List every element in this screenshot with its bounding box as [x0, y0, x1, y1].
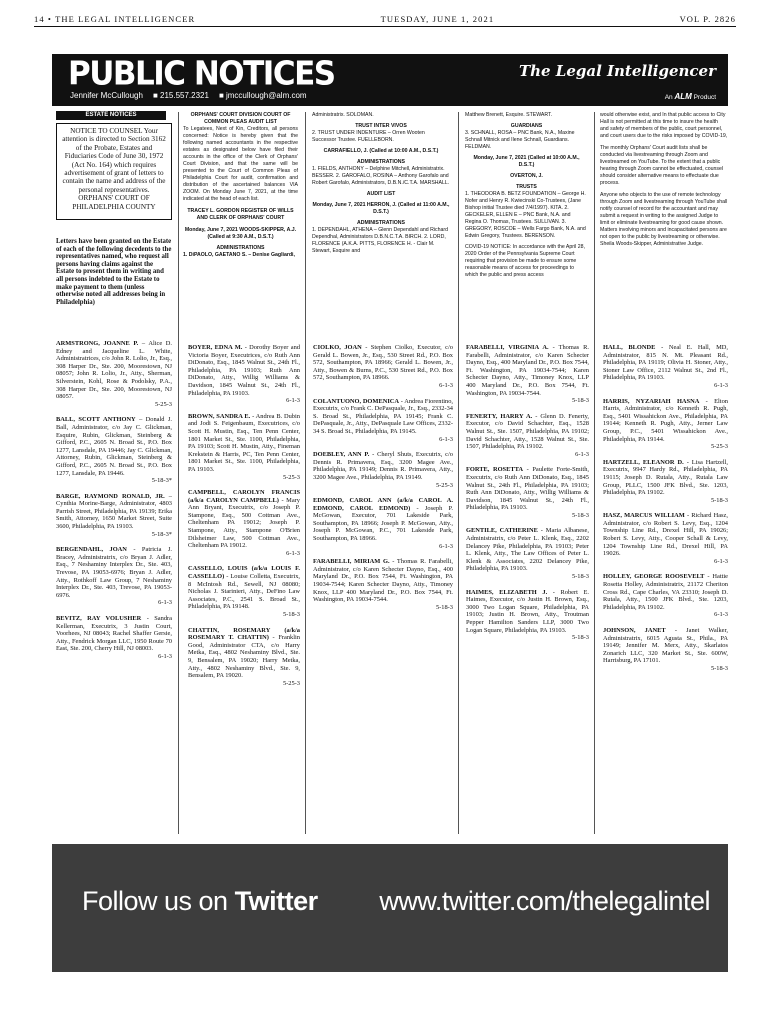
estate-notice-entry — [466, 589, 589, 642]
estate-notice-entry — [466, 413, 589, 459]
audit-item: 1. FIELDS, ANTHONY – Delphine Mitchell, Administratrix. BESSER. 2. GAROFALO, ROSINA – Anthony Garofalo and Robert Garofalo, Administrators, D.B.N./C.T.A. MARSHALL. — [312, 166, 450, 186]
section-heading: ADMINISTRATIONS — [356, 220, 406, 226]
audit-session: CARRAFIELLO, J. (Called at 10:00 A.M., D.S.T.) — [323, 148, 439, 154]
audit-heading: ORPHANS' COURT DIVISION COURT OF COMMON PLEAS AUDIT LIST — [190, 112, 291, 125]
estate-column-4 — [466, 344, 589, 650]
estate-notice-entry — [466, 344, 589, 405]
notice-body: - Neal E. Hall, MD, Administrator, 815 N. Mt. Pleasant Rd., Philadelphia, PA 19119; Olivia H. Stoner, Atty., Stoner Law Office, 2112 Walnut St., 2nd Fl., Philadelphia, PA 19103. — [603, 344, 728, 382]
publication-dates: 5-18-3* — [151, 477, 172, 485]
decedent-name: HARTZELL, ELEANOR D. — [603, 458, 684, 466]
estate-notice-entry — [56, 416, 172, 484]
header-volume: VOL P. 2826 — [679, 14, 736, 24]
section-heading: TRUSTS — [516, 184, 537, 190]
estate-notice-entry — [188, 489, 300, 557]
notice-body: - Robert E. Haimes, Executor, c/o Justin H. Brown, Esq., 3000 Two Logan Square, Philadelphia, PA 19103; Justin H. Brown, Atty., Troutman Pepper Hamilton Sanders LLP, 3000 Two Logan Square, Philadelphia, PA 19103. — [466, 588, 590, 634]
publication-dates: 6-1-3 — [714, 611, 728, 619]
publication-dates: 6-1-3 — [158, 599, 172, 607]
decedent-name: BERGENDAHL, JOAN — [56, 546, 127, 554]
section-heading: TRUST INTER VIVOS — [355, 123, 407, 129]
estate-notice-entry — [313, 398, 453, 444]
decedent-name: EDMOND, CAROL ANN (a/k/a CAROL A. EDMOND, CAROL EDMOND) — [313, 497, 453, 512]
notice-body: - Stephen Ciolko, Executor, c/o Gerald L. Bowen, Jr., Esq., 530 Street Rd., P.O. Box 572, Southampton, PA 18966; Gerald L. Bowen, Jr., Atty., Bowen & Burns, P.C., 530 Street Rd., P.O. Box 572, Southampton, PA 18966. — [313, 344, 453, 382]
notice-body: - Janet Walker, Administratrix, 6015 Agusta St., Phila., PA 19149; Jennifer M. Merx, Atty., Skarlatos Zonarich LLC, 320 Market St., Ste. 600W, Harrisburg, PA 17101. — [603, 627, 728, 665]
publication-dates: 6-1-3 — [286, 397, 300, 405]
publication-dates: 6-1-3 — [158, 652, 172, 660]
estate-column-3 — [313, 344, 453, 619]
publication-dates: 5-18-3 — [710, 496, 728, 504]
decedent-name: GENTILE, CATHERINE — [466, 527, 538, 535]
decedent-name: JOHNSON, JANET — [603, 627, 666, 634]
publication-dates: 6-1-3 — [439, 435, 453, 443]
decedent-name: CHATTIN, ROSEMARY (a/k/a ROSEMARY T. CHATTIN) — [188, 626, 300, 642]
decedent-name: FARABELLI, VIRGINIA A. — [466, 344, 549, 351]
notice-body: – Alice D. Edney and Jacqueline L. White, Administratrices, c/o John R. Lolio, Jr., Esq., 308 Harper Dr., Ste. 200, Moorestown, NJ 08057; John R. Lolio, Jr., Atty., Sherman, Silverstein, Kohl, Rose & Podolsky, P.A., 308 Harper Dr., Ste. 200, Moorestown, NJ 08057. — [56, 340, 173, 401]
column-divider — [458, 112, 459, 834]
audit-column-3 — [465, 112, 588, 340]
notice-body: - Hattie Rosetta Holley, Administratrix, 21172 Cheriton Cross Rd., Cape Charles, VA 23310; Joseph D. Rutala, Atty., 1500 JFK Blvd., Ste. 1203, Philadelphia, PA 19102. — [603, 573, 728, 611]
notice-body: – Donald J. Ball, Administrator, c/o Jay C. Glickman, Esquire, Rubin, Glickman, Steinberg & Gifford, P.C., 2605 N. Broad St., P.O. Box 1277, Lansdale, PA 19446; Jay C. Glickman, Attorney, Rubin, Glickman, Steinberg & Gifford, P.C., 2605 N. Broad St., P.O. Box 1277, Lansdale, PA 19446. — [56, 416, 172, 477]
decedent-name: BOYER, EDNA M. — [188, 344, 243, 351]
publication-dates: 6-1-3 — [575, 450, 589, 458]
publication-dates: 5-25-3 — [282, 473, 300, 481]
publication-dates: 6-1-3 — [439, 381, 453, 389]
publication-dates: 5-25-3 — [710, 443, 728, 451]
publication-dates: 6-1-3 — [286, 549, 300, 557]
estate-column-5 — [603, 344, 728, 681]
audit-session: OVERTON, J. — [510, 173, 543, 179]
notice-body: - Andrea B. Dubin and Jodi S. Feigenbaum, Executrices, c/o Scott H. Mustin, Esq., Ten Penn Center, 1801 Market St., Ste. 1100, Philadelphia, PA 19103; Scott H. Mustin, Atty., Fineman Krekstein & Harris, PC, Ten Penn Center, 1801 Market St., Ste. 1100, Philadelphia, PA 19103. — [188, 412, 300, 473]
estate-notice-entry — [313, 344, 453, 390]
decedent-name: HASZ, MARCUS WILLIAM — [603, 512, 685, 520]
estate-notice-entry — [56, 546, 172, 607]
header-date: TUESDAY, JUNE 1, 2021 — [380, 14, 495, 24]
publication-dates: 6-1-3 — [439, 542, 453, 550]
audit-column-4 — [600, 112, 728, 340]
notice-body: - Elton Harris, Administrator, c/o Kenneth R. Pugh, Esq., 5401 Wissahickon Ave., Philadelphia, PA 19144; Kenneth R. Pugh, Atty., Jerner Law Group, P.C., 5401 Wissahickon Ave., Philadelphia, PA 19144. — [603, 397, 728, 443]
notice-body: – Cynthia Morine-Barge, Administrator, 4803 Parrish Street, Philadelphia, PA 19139; Erika Smith, Attorney, 1650 Market Street, Suite 3600, Philadelphia, PA 19103. — [56, 492, 172, 531]
estate-notice-entry — [603, 398, 728, 451]
publication-dates: 5-18-3 — [435, 603, 453, 611]
estate-notices-label: ESTATE NOTICES — [56, 111, 166, 120]
audit-item: 2. TRUST UNDER INDENTURE – Orren Wooten Successor Trustee. FUELLEBORN. — [312, 130, 425, 143]
audit-item: 1. DiPAOLO, GAETANO S. – Denise Gagliardi, — [183, 252, 295, 258]
audit-item: Administratrix. SOLOMAN. — [312, 112, 374, 118]
estate-notice-entry — [603, 344, 728, 390]
decedent-name: BROWN, SANDRA E. — [188, 412, 251, 420]
header-rule — [34, 26, 736, 27]
estate-notice-entry — [466, 466, 589, 519]
notice-body: - Sandra Kellerman, Executrix, 3 Justin Court, Voorhees, NJ 08043; Rachel Shaffer Gersie, Atty., Fendrick Morgan LLC, 1950 Route 70 East, Ste. 200, Cherry Hill, NJ 08003. — [56, 615, 172, 653]
notice-body: - Glenn D. Fenerty, Executor, c/o David Schachter, Esq., 1528 Walnut St., Ste. 1507, Philadelphia, PA 19102; David Schachter, Atty., 1528 Walnut St., Ste. 1507, Philadelphia, PA 19102. — [466, 412, 589, 451]
estate-notice-entry — [188, 627, 300, 688]
publication-dates: 6-1-3 — [714, 381, 728, 389]
twitter-follow-text: Follow us on Twitter — [82, 886, 318, 916]
notice-body: - Joseph P. McGowan, Executor, 701 Lakeside Park, Southampton, PA 18966; Joseph P. McGowan, Atty., Joseph P. McGowan, P.C., 701 Lakeside Park, Southampton, PA 18966. — [313, 504, 453, 543]
banner-title: PUBLIC NOTICES — [68, 55, 335, 93]
column-divider — [305, 112, 306, 834]
estate-notice-entry — [188, 565, 300, 618]
notice-body: - Paulette Forte-Smith, Executrix, c/o Ruth Ann DiDonato, Esq., 1845 Walnut St., 24th Fl., Philadelphia, PA 19103; Ruth Ann DiDonato, Atty., Willig Williams & Davidson, 1845 Walnut St., 24th Fl., Philadelphia, PA 19103. — [466, 466, 589, 512]
estate-notice-entry — [188, 413, 300, 481]
decedent-name: COLANTUONO, DOMENICA — [313, 397, 400, 405]
estate-notice-entry — [313, 558, 453, 611]
alm-logo: ALM — [674, 92, 692, 101]
column-divider — [178, 112, 179, 834]
decedent-name: ARMSTRONG, JOANNE P. — [56, 340, 139, 347]
publication-dates: 5-25-3 — [282, 679, 300, 687]
audit-notice-text: To Legatees, Next of Kin, Creditors, all persons concerned: Notice is hereby given that the following named accountants in the respective estates as designated below have filed their accounts in the office of the Clerk of Orphans' Court Division, and that the same will be presented to the Court of Common Pleas of Philadelphia Court for audit, confirmation and distribution of the ascertained balances VIA ZOOM. On Monday June 7, 2021, at the time indicated at the head of each list. — [183, 126, 298, 202]
notice-body: - Franklin Good, Administrator CTA, c/o Harry Metka, Esq., 4802 Neshaminy Blvd., Ste. 9, Bensalem, PA 19020; Harry Metka, Atty., 4802 Neshaminy Blvd., Ste. 9, Bensalem, PA 19020. — [188, 634, 300, 680]
estate-notice-entry — [56, 493, 172, 539]
running-header — [34, 14, 736, 24]
publication-dates: 5-18-3 — [571, 511, 589, 519]
twitter-promo-banner[interactable] — [52, 844, 728, 972]
estate-notice-entry — [603, 459, 728, 505]
decedent-name: HALL, BLONDE — [603, 344, 656, 351]
publication-dates: 5-18-3 — [282, 611, 300, 618]
notice-body: - Louise Colletta, Executrix, 8 McIntosh Rd., Sewell, NJ 08080; Nicholas J. Starinieri, Atty., DeFino Law Associates, P.C., 2541 S. Broad St., Philadelphia, PA 19148. — [188, 573, 300, 611]
public-notices-banner — [52, 54, 728, 106]
decedent-name: BALL, SCOTT ANTHONY — [56, 416, 136, 424]
header-page-paper: 14 • THE LEGAL INTELLIGENCER — [34, 14, 196, 24]
audit-item: 1. DEPENDAHL, ATHENA – Glenn Dependahl and Richard Dependhal, Administrators D.B.N.C.T.A. BIRCH. 2. LORD, FLORENCE (A.K.A. PITTS, FLORENCE H. - Clair M. Stewart, Esquire and — [312, 227, 448, 254]
estate-notice-entry — [313, 497, 453, 550]
decedent-name: CIOLKO, JOAN — [313, 344, 362, 351]
section-heading: AUDIT LIST — [366, 191, 396, 197]
section-heading: ADMINISTRATIONS — [356, 159, 406, 165]
estate-notice-entry — [56, 340, 172, 408]
decedent-name: DOEBLEY, ANN P. — [313, 451, 370, 459]
decedent-name: CAMPBELL, CAROLYN FRANCIS (a/k/a CAROLYN CAMPBELL) — [188, 489, 300, 504]
notice-body: - Andrea Fiorentino, Executrix, c/o Frank C. DePasquale, Jr., Esq., 2332-34 S. Broad St., Philadelphia, PA 19145; Frank C. DePasquale, Jr., Atty., DePasquale Law Offices, 2332-34 S. Broad St., Philadelphia, PA 19145. — [313, 397, 453, 435]
notice-body: - Dorothy Boyer and Victoria Boyer, Executrices, c/o Ruth Ann DiDonato, Esq., 1845 Walnut St., 24th Fl., Philadelphia, PA 19103; Ruth Ann DiDonato, Atty., Willig Williams & Davidson, 1845 Walnut St., 24th Fl., Philadelphia, PA 19103. — [188, 344, 300, 397]
notice-body: - Mary Ann Bryant, Executrix, c/o Joseph P. Stampone, Esq., 500 Cottman Ave., Cheltenham PA 19012; Joseph P. Stampone, Atty., Stampone O'Brien Dilsheimer Law, 500 Cottman Ave., Cheltenham PA 19012. — [188, 496, 300, 550]
publication-dates: 5-18-3 — [571, 573, 589, 581]
decedent-name: BEVITZ, RAY VOLUSHER — [56, 615, 142, 622]
audit-item: 1. THEODORA B. BETZ FOUNDATION – George H. Nofer and Henry R. Kwiecinski Co-Trustees, (Jane Bishop initial Trustee died 7/4/1997). KITA. 2. GECKELER, ELLEN E – PNC Bank, N.A. and Regina O. Thomas, Trustees. SULLIVAN. 3. GREGORY, ROSCOE – Wells Fargo Bank, N.A. and Edwin Gregory, Trustees. BERENSON. — [465, 191, 586, 239]
decedent-name: FARABELLI, MIRIAM G. — [313, 558, 390, 566]
publication-dates: 5-18-3 — [710, 664, 728, 672]
estate-column-1 — [56, 340, 172, 669]
notice-body: - Cheryl Shuts, Executrix, c/o Dennis R. Primavera, Esq., 3200 Magee Ave., Philadelphia, PA 19149; Dennis R. Primavera, Atty., 3200 Magee Ave., Philadelphia, PA 19149. — [313, 451, 453, 481]
section-heading: GUARDIANS — [510, 123, 543, 129]
audit-column-1 — [183, 112, 298, 340]
notice-body: - Maria Albanese, Administratrix, c/o Peter L. Klenk, Esq., 2202 Delancey Pike, Philadelphia, PA 19103; Peter L. Klenk, Atty., The Law Offices of Peter L. Klenk & Associates, 2202 Delancey Pike, Philadelphia, PA 19103. — [466, 527, 589, 573]
audit-column-2 — [312, 112, 450, 340]
publication-dates: 5-25-3 — [154, 400, 172, 408]
notice-body: - Thomas R. Farabelli, Administrator, c/o Karen Schecter Dayno, Esq., 400 Maryland Dr., P.O. Box 7544, Ft. Washington, PA 19034-7544; Karen Schecter Dayno, Atty., Timoney Knox, LLP 400 Maryland Dr., P.O. Box 7544, Ft. Washington, PA 19034-7544. — [313, 558, 453, 604]
notice-to-counsel-box: NOTICE TO COUNSEL Your attention is directed to Section 3162 of the Probate, Estates and Fiduciaries Code of June 30, 1972 (Act No. 164) which requires advertisement of grant of letters to contain the name and address of the personal representatives. ORPHANS' COURT OF PHILADELPHIA COUNTY — [56, 123, 172, 220]
decedent-name: FENERTY, HARRY A. — [466, 412, 533, 420]
contact-email[interactable]: ■ jmccullough@alm.com — [218, 91, 307, 100]
estate-notice-entry — [313, 451, 453, 489]
decedent-name: FORTE, ROSETTA — [466, 466, 524, 474]
audit-session: Monday, June 7, 2021 HERRON, J. (Called at 11:00 A.M., D.S.T.) — [312, 202, 450, 215]
estate-notice-entry — [56, 615, 172, 661]
decedent-name: HOLLEY, GEORGE ROOSEVELT — [603, 573, 705, 581]
publication-dates: 5-25-3 — [435, 481, 453, 489]
audit-session: Monday, June 7, 2021 (Called at 10:00 A.M., D.S.T.) — [473, 155, 580, 168]
audit-item: Matthew Brenett, Esquire. STEWART. — [465, 112, 553, 118]
audit-item: 3. SCHNALL, ROSA – PNC Bank, N.A., Maxine Schnall Mitnick and Ilene Schnall, Guardians. FELDMAN. — [465, 130, 575, 150]
twitter-url-link[interactable]: www.twitter.com/thelegalintel — [379, 886, 710, 916]
estate-notice-entry — [603, 512, 728, 565]
decedent-name: BARGE, RAYMOND RONALD, JR. — [56, 492, 165, 500]
publication-dates: 5-18-3 — [571, 397, 589, 405]
letters-intro: Letters have been granted on the Estate of each of the following decedents to the representatives named, who request all persons having claims against the Estate to present them in writing and all persons indebted to the Estate to make payment to them (unless otherwise noted all addresses being in Philadelphia) — [56, 238, 172, 306]
clerk-signature: TRACEY L. GORDON REGISTER OF WILLS AND CLERK OF ORPHANS' COURT — [187, 208, 294, 221]
decedent-name: HARRIS, NYZARIAH HASNA — [603, 397, 700, 405]
decedent-name: HAIMES, ELIZABETH J. — [466, 588, 548, 596]
estate-column-2 — [188, 344, 300, 695]
alm-product-tag: An ALM Product — [664, 92, 716, 101]
covid-notice: would otherwise exist, and In that public access to City Hall is not permitted at this time to insure the health and safety of members of the public, court personnel, and court users due to the risks imposed by COVID-19, — [600, 112, 728, 139]
notice-body: - Patricia J. Bracey, Administratrix, c/o Bryan J. Adler, Esq., 7 Neshaminy Interplex Dr., Ste. 403, Trevose, PA 19053-6976; Bryan J. Adler, Atty., Rothkoff Law Group, 7 Neshaminy Interplex Dr., Ste. 403, Trevose, PA 19053-6976. — [56, 546, 172, 599]
decedent-name: CASSELLO, LOUIS (a/k/a LOUIS F. CASSELLO) — [188, 565, 300, 581]
covid-notice: COVID-19 NOTICE: In accordance with the April 28, 2020 Order of the Pennsylvania Supreme Court requiring that provision be made to ensure some reasonable means of access for proceedings to which the public and press access — [465, 244, 585, 278]
estate-notice-entry — [603, 573, 728, 619]
column-divider — [594, 112, 595, 834]
twitter-brand: Twitter — [234, 886, 318, 916]
contact-phone: ■ 215.557.2321 — [152, 91, 209, 100]
estate-notice-entry — [188, 344, 300, 405]
publication-dates: 5-18-3* — [151, 530, 172, 538]
section-heading: ADMINISTRATIONS — [216, 245, 265, 251]
covid-notice: Anyone who objects to the use of remote technology through Zoom and livestreaming through YouTube shall notify counsel of record for the accountant and may submit a request in writing to the assigned Judge to limit or eliminate livestreaming for good cause shown. Matters involving minors and incapacitated persons are not open to the public by livestreaming or otherwise. Sheila Woods-Skipper, Administrative Judge. — [600, 192, 728, 247]
notice-body: - Richard Hasz, Administrator, c/o Robert S. Levy, Esq., 1204 Township Line Rd., Drexel Hill, PA 19026; Robert S. Levy, Atty., Cooper Schall & Levy, 1204 Township Line Rd., Drexel Hill, PA 19026. — [603, 512, 728, 558]
contact-name: Jennifer McCullough — [70, 91, 143, 100]
banner-contact — [70, 91, 307, 100]
legal-intelligencer-logo: The Legal Intelligencer — [518, 62, 716, 80]
publication-dates: 5-18-3 — [571, 634, 589, 642]
audit-session: Monday, June 7, 2021 WOODS-SKIPPER, A.J. (Called at 9:30 A.M., D.S.T.) — [184, 227, 297, 240]
notice-body: - Lisa Hartzell, Executrix, 9947 Hardy Rd., Philadelphia, PA 19115; Joseph D. Rutala, Atty., Rutala Law Group, PLLC, 1500 JFK Blvd., Ste. 1203, Philadelphia, PA 19102. — [603, 458, 728, 497]
covid-notice: The monthly Orphans' Court audit lists shall be conducted via livestreaming through Zoom and livestreamed on YouTube. To the extent that a public hearing through Zoom cannot be effectuated, counsel should consider alternative means to effectuate due process. — [600, 145, 724, 186]
estate-notice-entry — [603, 627, 728, 673]
estate-notice-entry — [466, 527, 589, 580]
publication-dates: 6-1-3 — [714, 557, 728, 565]
notice-body: - Thomas R. Farabelli, Administrator, c/o Karen Schecter Dayno, Esq., 400 Maryland Dr., P.O. Box 7544, Ft. Washington, PA 19034-7544; Karen Schecter Dayno, Atty., Timoney Knox, LLP 400 Maryland Dr., P.O. Box 7544, Ft. Washington, PA 19034-7544. — [466, 344, 589, 397]
